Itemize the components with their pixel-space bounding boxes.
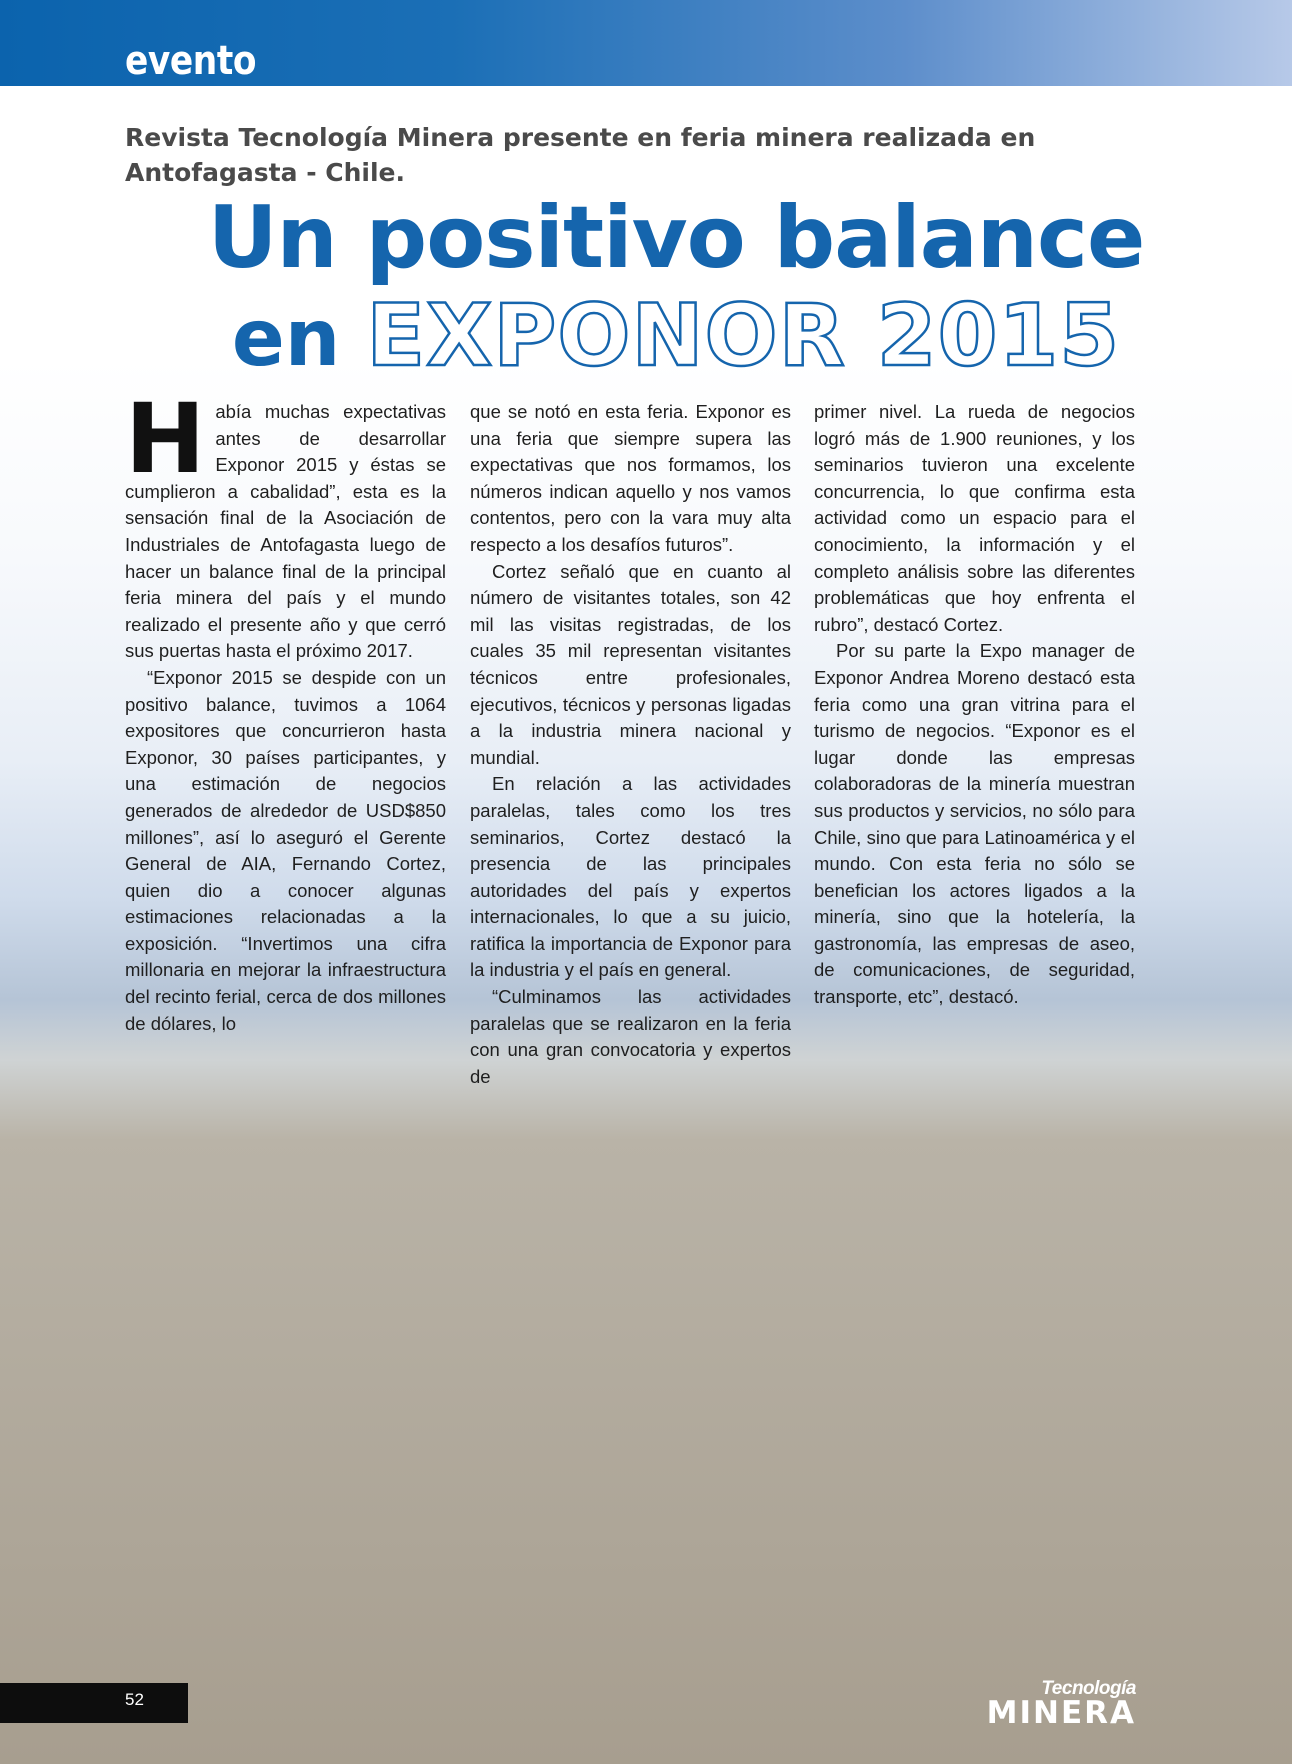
paragraph: “Exponor 2015 se despide con un positivo balance, tuvimos a 1064 expositores que concurrieron hasta Exponor, 30 países participantes, y una estimación de negocios generados de alrededor de USD$850 millones”, así lo aseguró el Gerente General de AIA, Fernando Cortez, quien dio a conocer algunas estimaciones relacionadas a la exposición. “Invertimos una cifra millonaria en mejorar la infraestructura del recinto ferial, cerca de dos millones de dólares, lo — [125, 666, 446, 1034]
paragraph: que se notó en esta feria. Exponor es una feria que siempre supera las expectativas que nos formamos, los números indican aquello y nos vamos contentos, pero con la vara muy alta respecto a los desafíos futuros”. — [470, 401, 791, 555]
paragraph: Cortez señaló que en cuanto al número de visitantes totales, son 42 mil las visitas registradas, de los cuales 35 mil representan visitantes técnicos entre profesionales, ejecutivos, técnicos y personas ligadas a la industria minera nacional y mundial. — [470, 560, 791, 768]
paragraph: En relación a las actividades paralelas, tales como los tres seminarios, Cortez destacó la presencia de las principales autoridades del país y expertos internacionales, lo que a su juicio, ratifica la importancia de Exponor para la industria y el país en general. — [470, 773, 791, 981]
article-column-2 — [470, 399, 791, 1090]
logo-top-text: Tecnología — [1041, 1678, 1136, 1699]
paragraph: Por su parte la Expo manager de Exponor Andrea Moreno destacó esta feria como una gran vitrina para el turismo de negocios. “Exponor es el lugar donde las empresas colaboradoras de la minería muestran sus productos y servicios, no sólo para Chile, sino que para Latinoamérica y el mundo. Con esta feria no sólo se benefician los actores ligados a la minería, sino que la hotelería, la gastronomía, las empresas de aseo, de comunicaciones, de seguridad, transporte, etc”, destacó. — [814, 640, 1135, 1008]
paragraph: “Culminamos las actividades paralelas que se realizaron en la feria con una gran convocatoria y expertos de — [470, 986, 791, 1087]
headline-prefix: en — [231, 294, 341, 384]
logo-bottom-text: MINERA — [986, 1695, 1136, 1731]
article-kicker: Revista Tecnología Minera presente en feria minera realizada en Antofagasta - Chile. — [125, 123, 1036, 187]
headline-outline-text: EXPONOR 2015 — [366, 286, 1121, 386]
headline-line-1: Un positivo balance — [207, 188, 1145, 288]
magazine-logo — [966, 1678, 1136, 1731]
article-column-3 — [814, 399, 1135, 1011]
drop-cap: H — [125, 383, 206, 495]
section-label: evento — [125, 38, 257, 84]
page-number-tab — [0, 1683, 188, 1723]
paragraph: primer nivel. La rueda de negocios logró más de 1.900 reuniones, y los seminarios tuvieron una excelente concurrencia, lo que confirma esta actividad como un espacio para el conocimiento, la información y el completo análisis sobre las diferentes problemáticas que hoy enfrenta el rubro”, destacó Cortez. — [814, 401, 1135, 635]
page-number: 52 — [125, 1690, 144, 1709]
fairground-photo — [0, 1000, 1292, 1764]
article-column-1 — [125, 383, 446, 1037]
paragraph: abía muchas expectativas antes de desarrollar Exponor 2015 y éstas se cumplieron a cabalidad”, esta es la sensación final de la Asociación de Industriales de Antofagasta luego de hacer un balance final de la principal feria minera del país y el mundo realizado el presente año y que cerró sus puertas hasta el próximo 2017. — [125, 401, 446, 662]
